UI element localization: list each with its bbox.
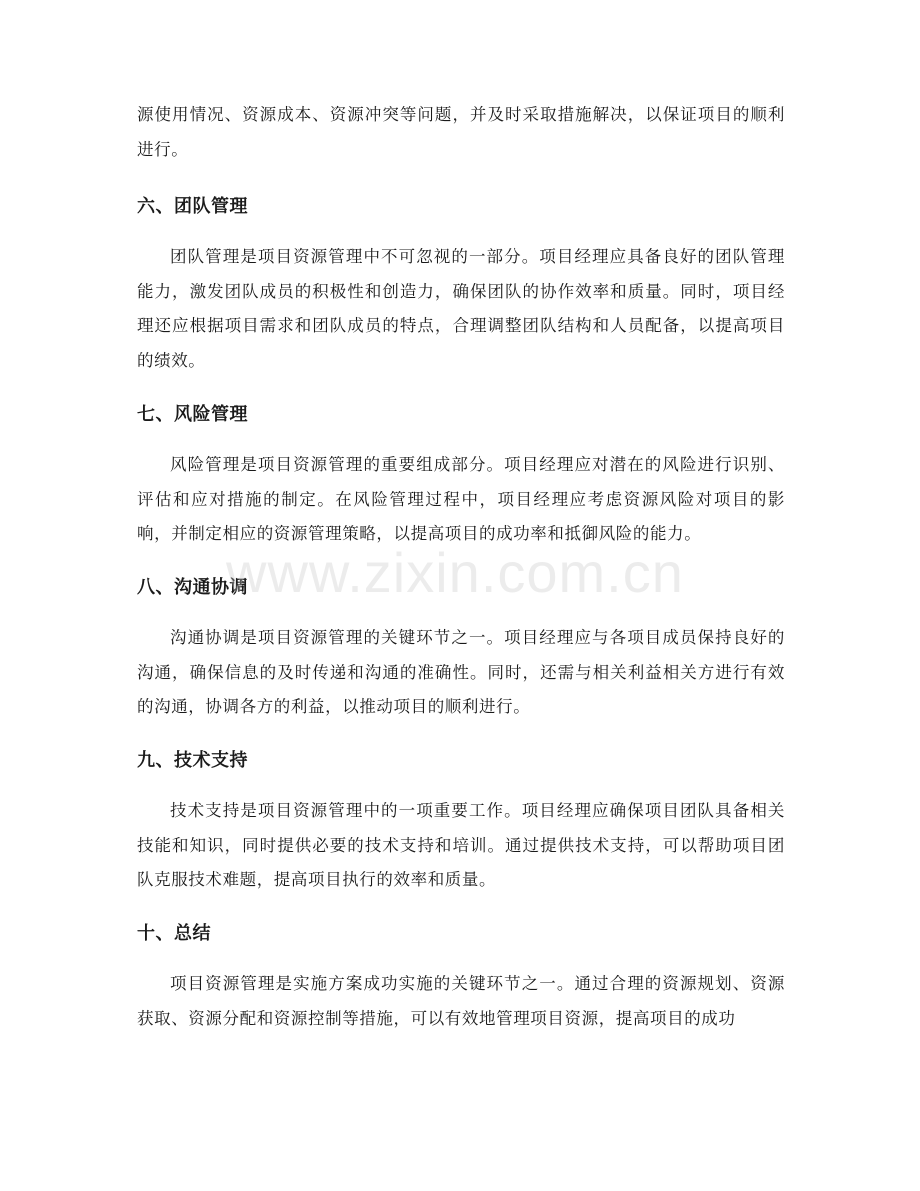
watermark-text: www.zixin.com.cn — [226, 541, 684, 604]
section-body-risk-management: 风险管理是项目资源管理的重要组成部分。项目经理应对潜在的风险进行识别、评估和应对措施的制定。在风险管理过程中，项目经理应考虑资源风险对项目的影响，并制定相应的资源管理策略，以提高项目的成功率和抵御风险的能力。 — [137, 455, 785, 543]
section-body-technical-support: 技术支持是项目资源管理中的一项重要工作。项目经理应确保项目团队具备相关技能和知识，同时提供必要的技术支持和培训。通过提供技术支持，可以帮助项目团队克服技术难题，提高项目执行的效率和质量。 — [137, 801, 785, 889]
section-body-communication: 沟通协调是项目资源管理的关键环节之一。项目经理应与各项目成员保持良好的沟通，确保信息的及时传递和沟通的准确性。同时，还需与相关利益相关方进行有效的沟通，协调各方的利益，以推动项目的顺利进行。 — [137, 628, 785, 716]
section-heading-communication: 八、沟通协调 — [137, 577, 248, 598]
section-heading-team-management: 六、团队管理 — [137, 196, 248, 217]
section-heading-technical-support: 九、技术支持 — [137, 750, 248, 771]
intro-continuation-paragraph: 源使用情况、资源成本、资源冲突等问题，并及时采取措施解决，以保证项目的顺利进行。 — [137, 105, 785, 159]
section-body-team-management: 团队管理是项目资源管理中不可忽视的一部分。项目经理应具备良好的团队管理能力，激发团队成员的积极性和创造力，确保团队的协作效率和质量。同时，项目经理还应根据项目需求和团队成员的特点，合理调整团队结构和人员配备，以提高项目的绩效。 — [137, 247, 785, 370]
section-body-summary: 项目资源管理是实施方案成功实施的关键环节之一。通过合理的资源规划、资源获取、资源分配和资源控制等措施，可以有效地管理项目资源，提高项目的成功 — [137, 974, 785, 1028]
section-heading-risk-management: 七、风险管理 — [137, 404, 248, 425]
section-heading-summary: 十、总结 — [137, 923, 211, 944]
